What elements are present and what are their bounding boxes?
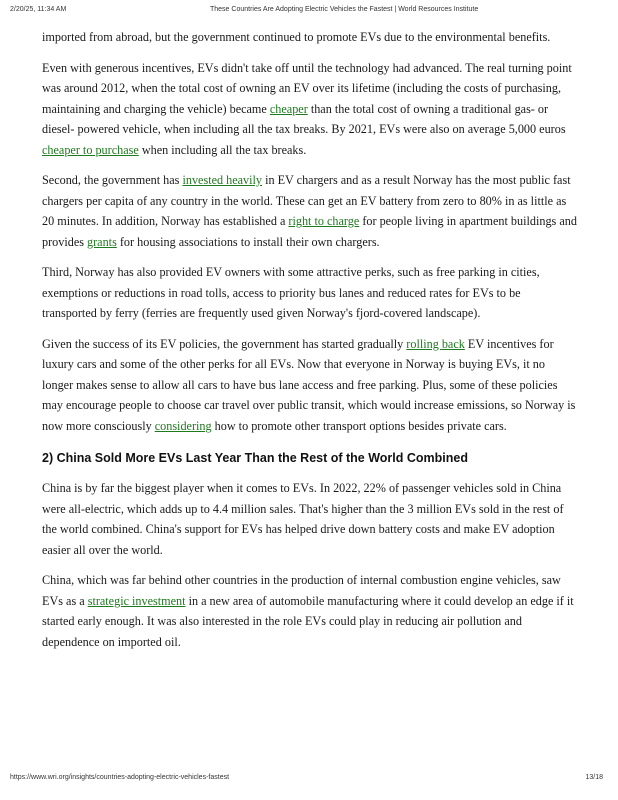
print-date: 2/20/25, 11:34 AM [10, 6, 67, 13]
article-body [42, 27, 578, 662]
paragraph-china-strategy: China, which was far behind other countries in the production of internal combustion engine vehicles, saw EVs as a strategic investment in a new area of automobile manufacturing where it could develop an edge if it started early enough. It was also interested in the role EVs could play in reducing air pollution and dependence on imported oil. [42, 573, 574, 649]
page-number: 13/18 [585, 774, 603, 781]
paragraph-chargers: Second, the government has invested heavily in EV chargers and as a result Norway has the most public fast chargers per capita of any country in the world. These can get an EV battery from zero to 80% in as little as 20 minutes. In addition, Norway has established a right to charge for people living in apartment buildings and provides grants for housing associations to install their own chargers. [42, 173, 577, 249]
link-grants[interactable]: grants [87, 234, 117, 249]
paragraph-turning-point: Even with generous incentives, EVs didn't take off until the technology had advanced. The real turning point was around 2012, when the total cost of owning an EV over its lifetime (including the costs of purchasing, maintaining and charging the vehicle) became cheaper than the total cost of owning a traditional gas- or diesel- powered vehicle, when including all the tax breaks. By 2021, EVs were also on average 5,000 euros cheaper to purchase when including all the tax breaks. [42, 60, 572, 157]
print-footer [10, 774, 608, 786]
link-rolling-back[interactable]: rolling back [406, 336, 465, 351]
print-page-title: These Countries Are Adopting Electric Vehicles the Fastest | World Resources Institute [210, 6, 479, 13]
link-invested-heavily[interactable]: invested heavily [182, 173, 263, 187]
link-strategic-investment[interactable]: strategic investment [87, 593, 186, 608]
link-considering[interactable]: considering [154, 418, 212, 433]
paragraph-china-biggest: China is by far the biggest player when it comes to EVs. In 2022, 22% of passenger vehicles sold in China were all-electric, which adds up to 4.4 million sales. That's higher than the 3 million EVs sold in the rest of the world combined. China's support for EVs has helped drive down battery costs and make EV adoption easier all over the world. [42, 481, 564, 557]
paragraph-perks: Third, Norway has also provided EV owners with some attractive perks, such as free parking in cities, exemptions or reductions in road tolls, access to priority bus lanes and reduced rates for EVs to be transported by ferry (ferries are frequently used given Norway's fjord-covered landscape). [42, 265, 540, 320]
section-heading-china: 2) China Sold More EVs Last Year Than the Rest of the World Combined [42, 451, 468, 465]
print-header [10, 6, 608, 18]
link-right-to-charge[interactable]: right to charge [288, 214, 360, 228]
print-url: https://www.wri.org/insights/countries-adopting-electric-vehicles-fastest [10, 774, 230, 781]
paragraph-benefits: imported from abroad, but the government continued to promote EVs due to the environmental benefits. [42, 30, 551, 44]
paragraph-rolling-back: Given the success of its EV policies, the government has started gradually rolling back EV incentives for luxury cars and some of the other perks for all EVs. Now that everyone in Norway is buying EVs, it no longer makes sense to allow all cars to have bus lane access and free parking. Plus, some of these policies may encourage people to choose car travel over public transit, which would increase emissions, so Norway is now more consciously considering how to promote other transport options besides private cars. [42, 336, 576, 433]
link-cheaper-to-purchase[interactable]: cheaper to purchase [42, 142, 139, 157]
link-cheaper[interactable]: cheaper [269, 101, 308, 116]
